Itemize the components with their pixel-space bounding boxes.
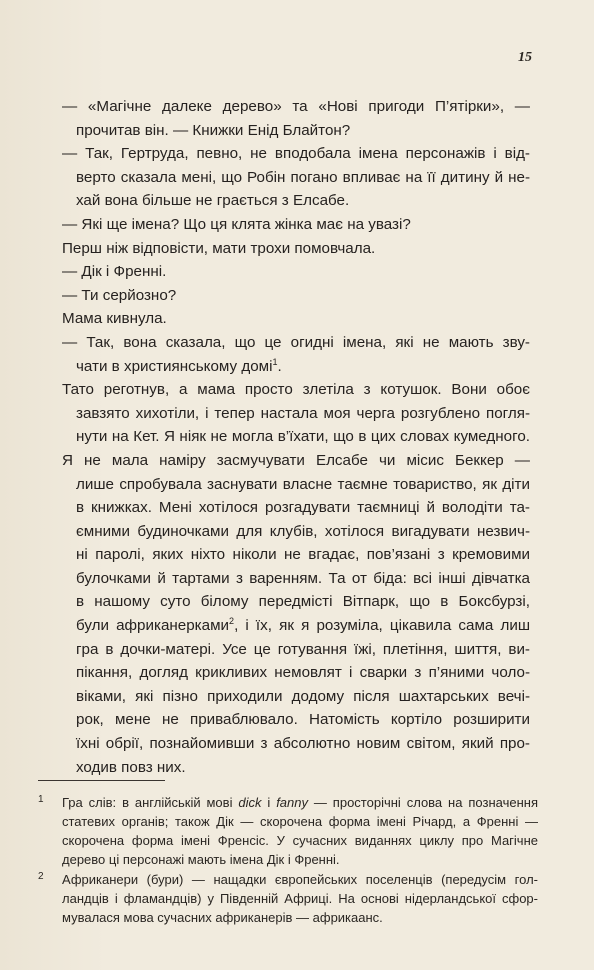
text-line: Перш ніж відповісти, мати трохи помовчала. bbox=[62, 239, 376, 257]
footnote-line: мувалася мова сучасних африканерів — африкаанс. bbox=[62, 910, 383, 925]
text-line: пікання, догляд крикливих немовлят і сварки з п’яними чоло- bbox=[76, 664, 530, 682]
text-line: — Так, Гертруда, певно, не вподобала імена персонажів і від- bbox=[62, 145, 530, 163]
footnote-line: Африканери (бури) — нащадки європейських поселенців (передусім гол- bbox=[62, 872, 538, 887]
text-line bbox=[62, 355, 530, 379]
text-line: ходив повз них. bbox=[76, 758, 186, 776]
text-line: — Які ще імена? Що ця клята жінка має на увазі? bbox=[62, 215, 411, 233]
text-line: Я не мала наміру засмучувати Елсабе чи місис Беккер — bbox=[62, 451, 530, 469]
text-fragment: . bbox=[277, 357, 282, 375]
text-line: Тато реготнув, а мама просто злетіла з котушок. Вони обоє bbox=[62, 381, 530, 399]
text-line: — Ти серйозно? bbox=[62, 286, 177, 304]
text-line: нути на Кет. Я ніяк не могла в’їхати, що в цих словах кумедного. bbox=[76, 428, 530, 446]
text-line: булочками й тартами з варенням. Та от біда: всі інші дівчатка bbox=[76, 569, 530, 587]
text-fragment: , і їх, як я розуміла, цікавила сама лиш bbox=[234, 617, 530, 635]
text-line: в книжках. Мені хотілося розгадувати таємниці й володіти та- bbox=[76, 499, 530, 517]
text-fragment: чати в християнському домі bbox=[76, 357, 273, 375]
footnote-line: дерево ці персонажі мають імена Дік і Френні. bbox=[62, 852, 340, 867]
text-fragment: були африканерками bbox=[76, 617, 230, 635]
text-line: ні паролі, яких ніхто ніколи не вгадає, пов’язані з кремовими bbox=[76, 546, 530, 564]
text-line: їхні обрії, познайомивши з абсолютно новим світом, який про- bbox=[76, 735, 530, 753]
text-line: лише спробувала заснувати власне таємне товариство, як діти bbox=[76, 475, 530, 493]
footnote-number: 2 bbox=[38, 871, 44, 882]
footnote-divider bbox=[38, 780, 165, 781]
text-line: — Дік і Френні. bbox=[62, 263, 167, 281]
footnote-line: скорочена форма імені Френсіс. У сучасних виданнях циклу про Магічне bbox=[62, 833, 538, 848]
text-line: віками, які пізно приходили додому після шахтарських вечі- bbox=[76, 687, 530, 705]
footnote-line: статевих органів; також Дік — скорочена форма імені Річард, а Френні — bbox=[62, 814, 538, 829]
footnote-body bbox=[62, 793, 538, 869]
text-line: гра в дочки-матері. Усе це готування їжі, плетіння, шиття, ви- bbox=[76, 640, 530, 658]
text-line: завзято хихотіли, і тепер настала моя черга розгублено погля- bbox=[76, 404, 530, 422]
text-line: — «Магічне далеке дерево» та «Нові пригоди П’ятірки», — bbox=[62, 98, 530, 115]
main-text bbox=[62, 95, 530, 779]
text-line: — Так, вона сказала, що це огидні імена, які не мають зву- bbox=[62, 333, 530, 351]
text-line: Мама кивнула. bbox=[62, 310, 167, 328]
footnote-ref-2[interactable]: 2 bbox=[229, 616, 235, 626]
footnote-body bbox=[62, 870, 538, 927]
text-line bbox=[62, 614, 530, 638]
page-number: 15 bbox=[518, 50, 532, 65]
text-line: ємними будиночками для клубів, хотілося вигадувати незвич- bbox=[76, 522, 530, 540]
text-line: прочитав він. — Книжки Енід Блайтон? bbox=[76, 121, 351, 139]
text-line: хай вона більше не грається з Елсабе. bbox=[76, 192, 350, 210]
text-line: в нашому суто білому передмісті Вітпарк, що в Боксбурзі, bbox=[76, 593, 530, 611]
footnote-line: Гра слів: в англійській мові dick і fanny — просторічні слова на позначення bbox=[62, 795, 538, 810]
text-line: верто сказала мені, що Робін погано впливає на її дитину й не- bbox=[76, 168, 530, 186]
text-line: рок, мене не приваблювало. Натомість кортіло розширити bbox=[76, 711, 530, 729]
footnote-number: 1 bbox=[38, 794, 44, 805]
footnote-ref-1[interactable]: 1 bbox=[272, 356, 278, 367]
footnote-line: ландців і фламандців) у Південній Африці. На основі нідерландської сфор- bbox=[62, 891, 538, 906]
